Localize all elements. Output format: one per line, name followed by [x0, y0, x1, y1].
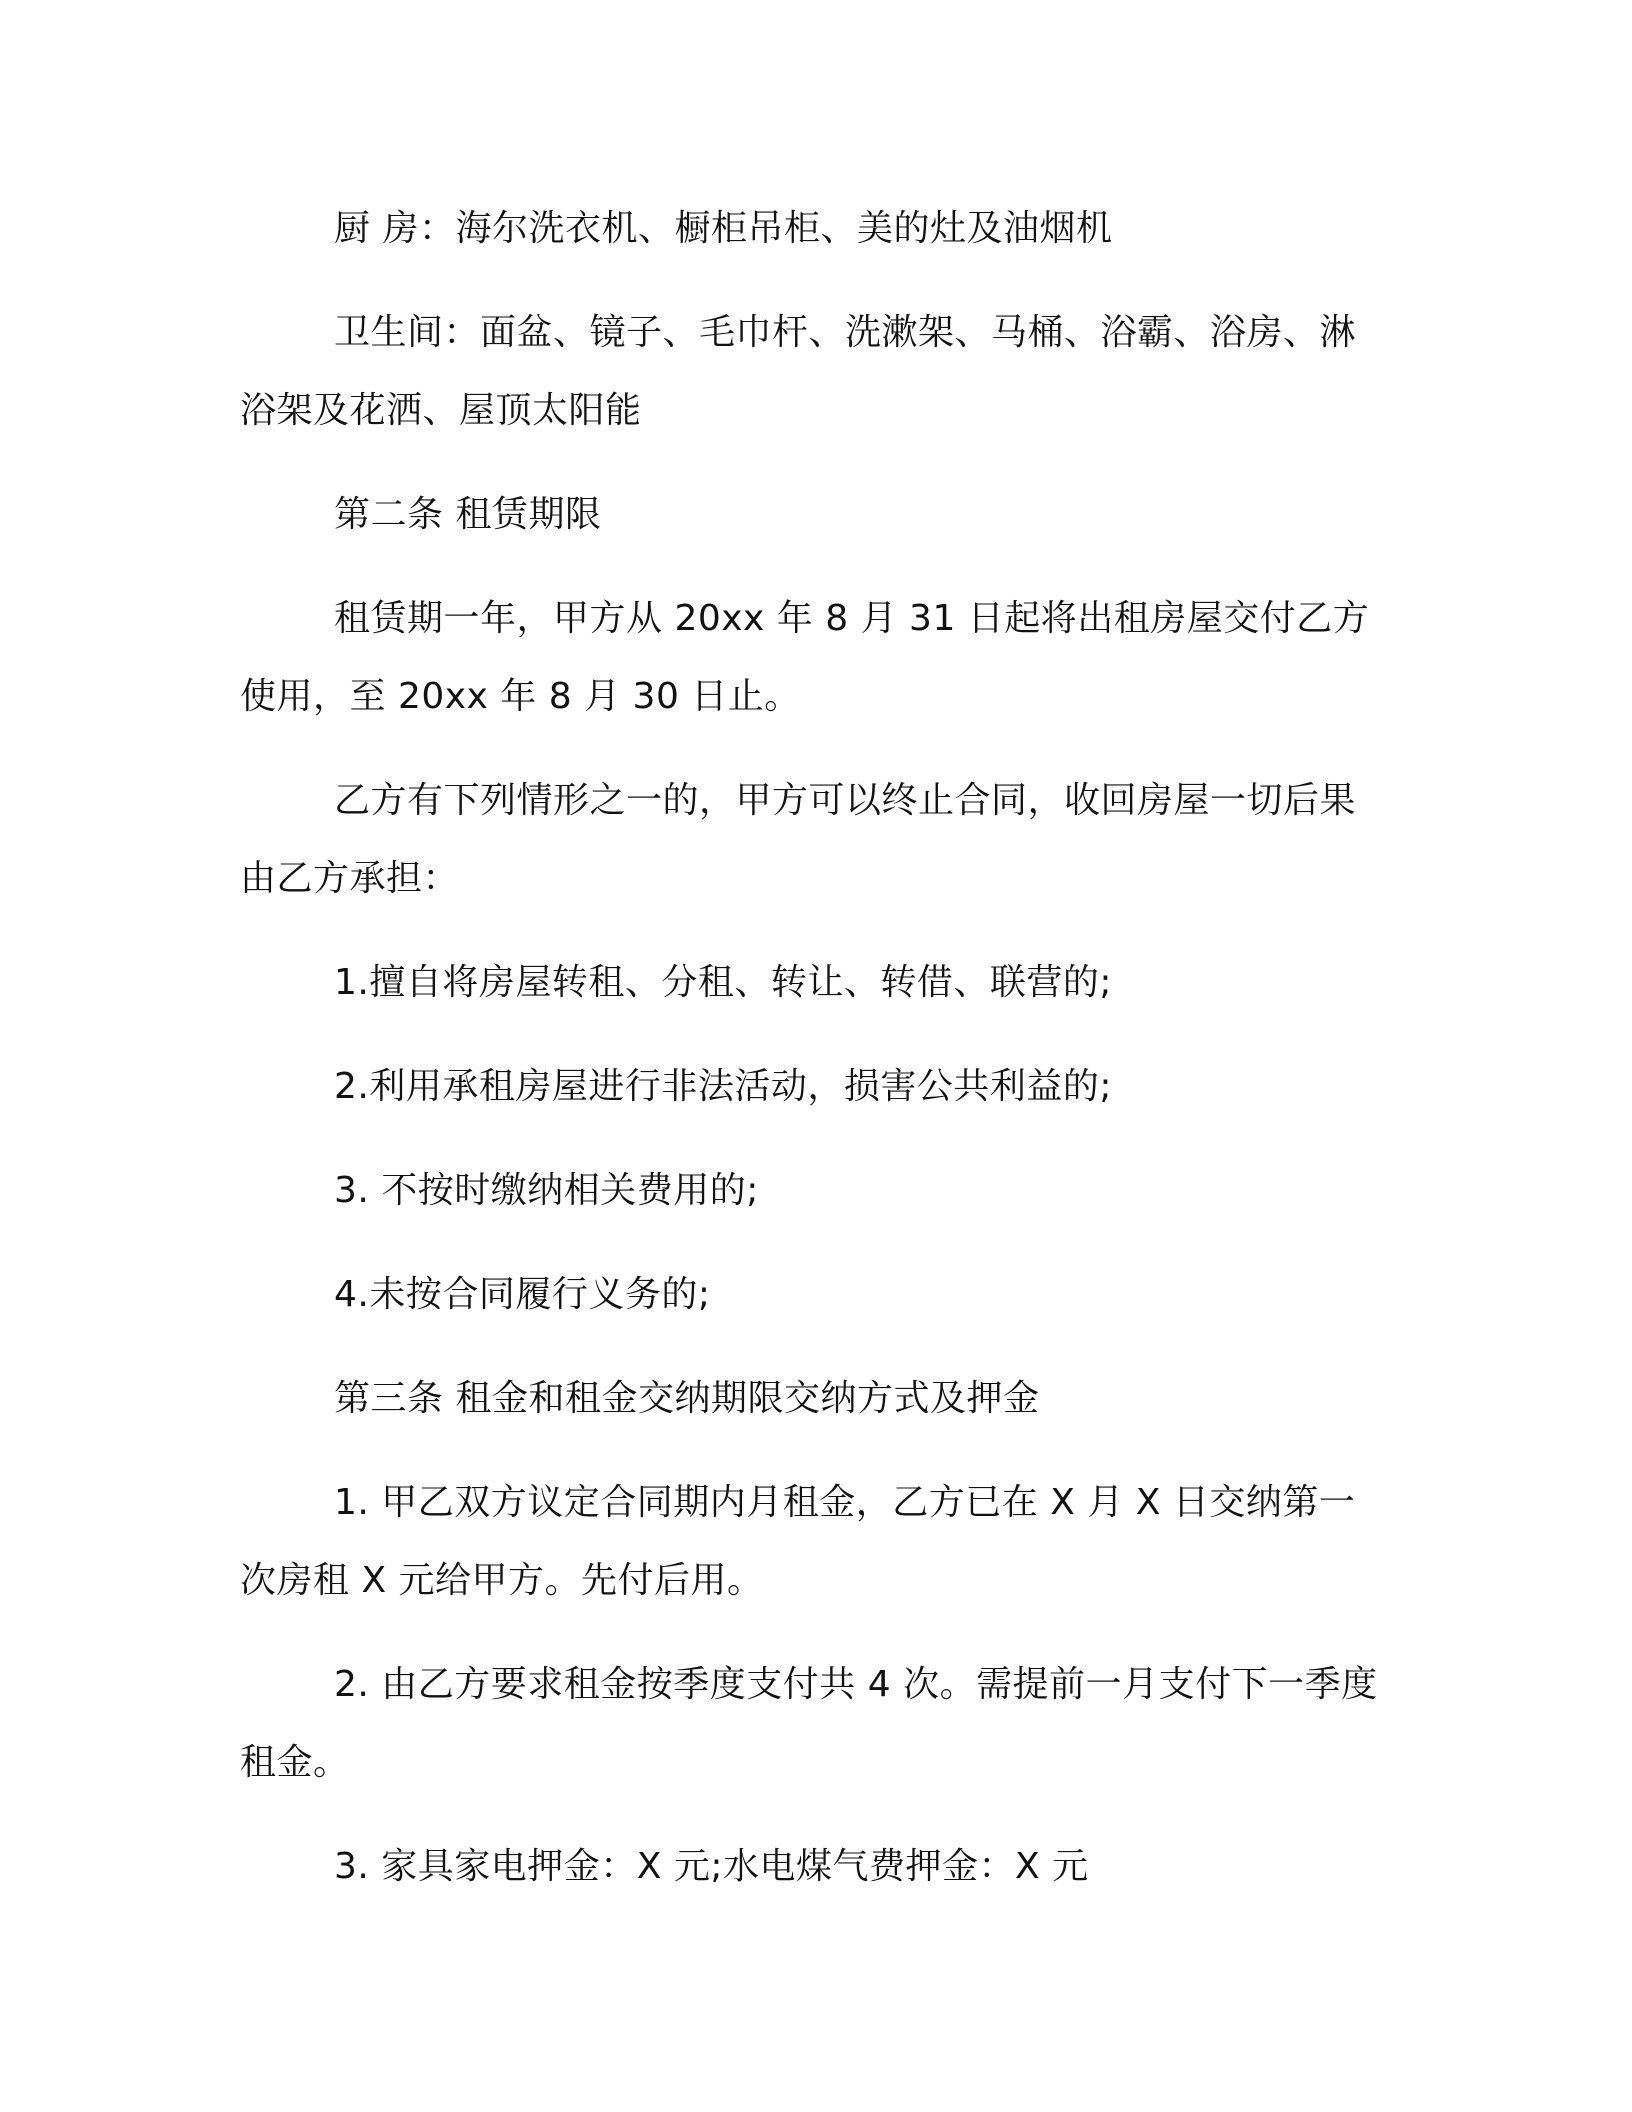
kitchen-items-paragraph: 厨 房：海尔洗衣机、橱柜吊柜、美的灶及油烟机 — [334, 208, 1113, 249]
condition-item-3: 3. 不按时缴纳相关费用的; — [334, 1170, 759, 1211]
bathroom-items-paragraph: 卫生间：面盆、镜子、毛巾杆、洗漱架、马桶、浴霸、浴房、淋浴架及花洒、屋顶太阳能 — [240, 312, 1357, 431]
lease-term-paragraph: 租赁期一年，甲方从 20xx 年 8 月 31 日起将出租房屋交付乙方使用，至 20xx 年 8 月 30 日止。 — [240, 598, 1370, 717]
document-body — [240, 190, 1390, 1932]
condition-item-1: 1.擅自将房屋转租、分租、转让、转借、联营的; — [334, 962, 1112, 1003]
rent-item-2: 2. 由乙方要求租金按季度支付共 4 次。需提前一月支付下一季度租金。 — [240, 1664, 1378, 1783]
rent-item-1: 1. 甲乙双方议定合同期内月租金，乙方已在 X 月 X 日交纳第一次房租 X 元给甲方。先付后用。 — [240, 1482, 1356, 1601]
article-2-heading: 第二条 租赁期限 — [334, 494, 602, 535]
condition-item-4: 4.未按合同履行义务的; — [334, 1274, 711, 1315]
article-3-heading: 第三条 租金和租金交纳期限交纳方式及押金 — [334, 1378, 1040, 1419]
rent-item-3: 3. 家具家电押金：X 元;水电煤气费押金：X 元 — [334, 1846, 1089, 1887]
condition-item-2: 2.利用承租房屋进行非法活动，损害公共利益的; — [334, 1066, 1112, 1107]
termination-conditions-paragraph: 乙方有下列情形之一的，甲方可以终止合同，收回房屋一切后果由乙方承担： — [240, 780, 1357, 899]
